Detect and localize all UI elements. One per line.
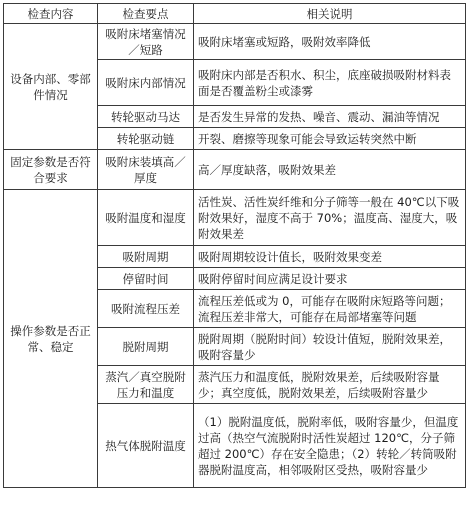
check-point-cell: 停留时间 — [98, 268, 194, 290]
check-point-cell: 蒸汽／真空脱附压力和温度 — [98, 366, 194, 404]
category-cell: 操作参数是否正常、稳定 — [4, 190, 98, 488]
description-cell: 高／厚度缺落，吸附效果差 — [194, 150, 466, 190]
header-check-content: 检查内容 — [4, 4, 98, 24]
check-point-cell: 脱附周期 — [98, 328, 194, 366]
table-row — [4, 190, 466, 246]
check-point-cell: 转轮驱动马达 — [98, 106, 194, 128]
description-cell: （1）脱附温度低，脱附率低，吸附容量少，但温度过高（热空气流脱附时活性炭超过 120℃，分子筛超过 200℃）存在安全隐患；（2）转轮／转筒吸附器脱附温度高，相邻吸附区受热，吸附容量少 — [194, 404, 466, 488]
check-point-cell: 吸附床堵塞情况／短路 — [98, 24, 194, 60]
inspection-table — [3, 3, 466, 488]
header-check-point: 检查要点 — [98, 4, 194, 24]
category-cell: 固定参数是否符合要求 — [4, 150, 98, 190]
table-row — [4, 24, 466, 60]
description-cell: 流程压差低或为 0，可能存在吸附床短路等问题；流程压差非常大，可能存在局部堵塞等问题 — [194, 290, 466, 328]
description-cell: 脱附周期（脱附时间）较设计值短，脱附效果差，吸附容量少 — [194, 328, 466, 366]
header-description: 相关说明 — [194, 4, 466, 24]
description-cell: 开裂、磨擦等现象可能会导致运转突然中断 — [194, 128, 466, 150]
check-point-cell: 吸附温度和湿度 — [98, 190, 194, 246]
table-row — [4, 150, 466, 190]
table-header-row — [4, 4, 466, 24]
check-point-cell: 吸附流程压差 — [98, 290, 194, 328]
category-cell: 设备内部、零部件情况 — [4, 24, 98, 150]
description-cell: 是否发生异常的发热、噪音、震动、漏油等情况 — [194, 106, 466, 128]
check-point-cell: 吸附床内部情况 — [98, 60, 194, 106]
description-cell: 吸附床堵塞或短路，吸附效率降低 — [194, 24, 466, 60]
check-point-cell: 热气体脱附温度 — [98, 404, 194, 488]
description-cell: 吸附床内部是否积水、积尘，底座破损吸附材料表面是否覆盖粉尘或漆雾 — [194, 60, 466, 106]
description-cell: 活性炭、活性炭纤维和分子筛等一般在 40℃以下吸附效果好，湿度不高于 70%；温度高、湿度大，吸附效果差 — [194, 190, 466, 246]
check-point-cell: 转轮驱动链 — [98, 128, 194, 150]
description-cell: 吸附周期较设计值长，吸附效果变差 — [194, 246, 466, 268]
description-cell: 吸附停留时间应满足设计要求 — [194, 268, 466, 290]
check-point-cell: 吸附周期 — [98, 246, 194, 268]
check-point-cell: 吸附床装填高／厚度 — [98, 150, 194, 190]
description-cell: 蒸汽压力和温度低，脱附效果差，后续吸附容量少；真空度低，脱附效果差，后续吸附容量少 — [194, 366, 466, 404]
